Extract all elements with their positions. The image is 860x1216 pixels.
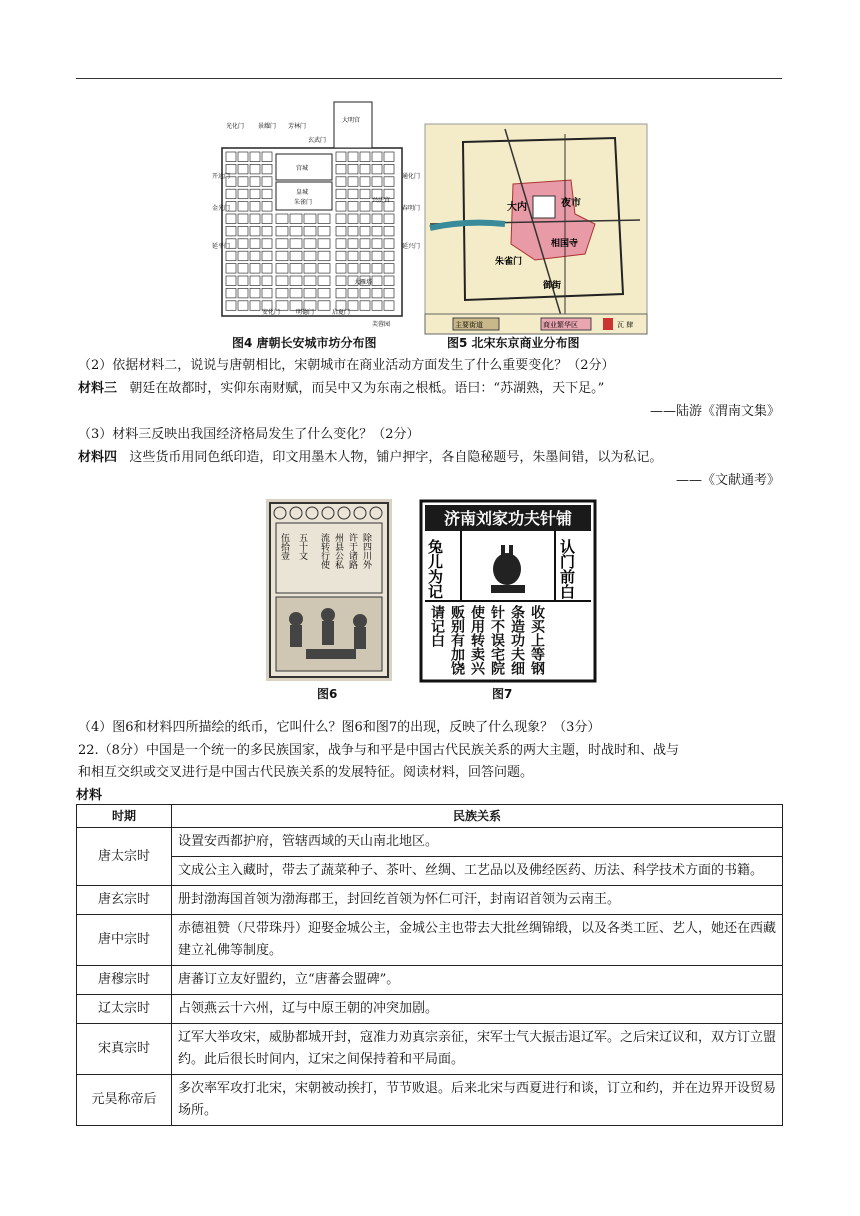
- ward-block: [348, 202, 358, 212]
- gate-chunming: 春明门: [402, 205, 421, 212]
- question-22-line-2: 和相互交织或交叉进行是中国古代民族关系的发展特征。阅读材料，回答问题。: [78, 765, 534, 780]
- ward-block: [318, 214, 330, 224]
- ward-block: [384, 164, 394, 174]
- ward-block: [238, 251, 248, 261]
- gate-tonghua: 通化门: [402, 173, 421, 180]
- ward-block: [262, 214, 272, 224]
- ward-block: [238, 288, 248, 298]
- ward-block: [348, 251, 358, 261]
- ward-block: [336, 251, 346, 261]
- relation-cell: 唐蕃订立友好盟约，立“唐蕃会盟碑”。: [172, 966, 783, 995]
- ward-block: [336, 288, 346, 298]
- ward-block: [384, 239, 394, 249]
- ward-block: [250, 301, 260, 311]
- ward-block: [276, 264, 288, 274]
- ward-block: [360, 152, 370, 162]
- imperial-city-label: 皇城: [296, 189, 309, 196]
- ward-block: [336, 226, 346, 236]
- rabbit-mark-text: 兔儿为记: [426, 539, 444, 599]
- ward-block: [226, 301, 236, 311]
- jiaozi-text-4: 流转行使: [319, 533, 329, 569]
- ward-block: [250, 202, 260, 212]
- ward-block: [250, 226, 260, 236]
- gate-guanghua: 光化门: [226, 123, 245, 130]
- legend-main-street: 主要街道: [455, 321, 483, 329]
- jiaozi-text-2: 许于诸路: [347, 533, 357, 569]
- relation-cell: 占领燕云十六州，辽与中原王朝的冲突加剧。: [172, 995, 783, 1024]
- palace-city-label: 宫城: [296, 165, 309, 172]
- ward-block: [238, 226, 248, 236]
- ward-block: [304, 264, 316, 274]
- period-cell: 宋真宗时: [77, 1024, 172, 1075]
- jiaozi-text-6: 伍拾壹: [279, 533, 289, 560]
- ward-block: [304, 226, 316, 236]
- material-3-body: 朝廷在故都时，实仰东南财赋，而吴中又为东南之根柢。语曰：“苏湖熟，天下足。”: [129, 381, 605, 396]
- ward-block: [336, 177, 346, 187]
- ward-block: [290, 226, 302, 236]
- ward-block: [250, 276, 260, 286]
- night-market-label: 夜市: [561, 198, 581, 209]
- material-3-source: ——陆游《渭南文集》: [649, 404, 780, 419]
- danei-label: 大内: [507, 202, 527, 213]
- ward-block: [318, 276, 330, 286]
- ward-block: [226, 276, 236, 286]
- ward-block: [262, 152, 272, 162]
- ward-block: [262, 177, 272, 187]
- ward-block: [250, 177, 260, 187]
- ward-block: [262, 239, 272, 249]
- ward-block: [250, 251, 260, 261]
- ward-block: [262, 264, 272, 274]
- ward-block: [336, 276, 346, 286]
- ward-block: [250, 264, 260, 274]
- ward-block: [360, 202, 370, 212]
- ward-block: [250, 152, 260, 162]
- ward-block: [348, 239, 358, 249]
- ward-block: [360, 301, 370, 311]
- ward-block: [348, 152, 358, 162]
- ward-block: [348, 214, 358, 224]
- ward-block: [384, 214, 394, 224]
- xiangguo-temple-label: 相国寺: [551, 239, 579, 249]
- ward-block: [336, 202, 346, 212]
- relation-cell: 文成公主入藏时，带去了蔬菜种子、茶叶、丝绸、工艺品以及佛经医药、历法、科学技术方面的书籍。: [172, 857, 783, 886]
- ward-block: [238, 264, 248, 274]
- relation-cell: 多次率军攻打北宋，宋朝被动挨打，节节败退。后来北宋与西夏进行和谈，订立和约，并在边界开设贸易场所。: [172, 1075, 783, 1126]
- ward-block: [348, 177, 358, 187]
- zhuque-gate-label: 朱雀门: [294, 199, 313, 206]
- ward-block: [372, 239, 382, 249]
- ward-block: [226, 251, 236, 261]
- ward-block: [226, 152, 236, 162]
- jiaozi-text-5: 五十文: [297, 533, 307, 560]
- ward-block: [318, 301, 330, 311]
- ward-block: [336, 164, 346, 174]
- ward-block: [290, 288, 302, 298]
- ward-block: [250, 239, 260, 249]
- ward-block: [372, 152, 382, 162]
- period-cell: 唐穆宗时: [77, 966, 172, 995]
- yujie-label: 御街: [543, 281, 562, 291]
- question-22-line-1: 22.（8分）中国是一个统一的多民族国家，战争与和平是中国古代民族关系的两大主题，时战时和、战与: [78, 743, 679, 758]
- ward-block: [262, 251, 272, 261]
- ward-block: [384, 288, 394, 298]
- ward-block: [250, 288, 260, 298]
- ward-block: [262, 226, 272, 236]
- relation-cell: 辽军大举攻宋，威胁都城开封，寇准力劝真宗亲征，宋军士气大振击退辽军。之后宋辽议和，双方订立盟约。此后很长时间内，辽宋之间保持着和平局面。: [172, 1024, 783, 1075]
- ward-block: [372, 164, 382, 174]
- ward-block: [304, 239, 316, 249]
- ward-block: [372, 301, 382, 311]
- ward-block: [262, 202, 272, 212]
- ward-block: [360, 264, 370, 274]
- ward-block: [238, 189, 248, 199]
- ward-block: [360, 226, 370, 236]
- ward-block: [226, 288, 236, 298]
- gate-kaiyuan: 开远门: [212, 173, 231, 180]
- period-cell: 唐玄宗时: [77, 886, 172, 915]
- ward-block: [360, 214, 370, 224]
- ward-block: [276, 239, 288, 249]
- ward-block: [372, 226, 382, 236]
- needle-shop-title: 济南刘家功夫针铺: [443, 509, 573, 528]
- gate-yanping: 延平门: [212, 243, 231, 250]
- ward-block: [336, 189, 346, 199]
- table-row: [77, 857, 783, 886]
- ward-block: [276, 214, 288, 224]
- ward-block: [276, 226, 288, 236]
- ward-block: [336, 152, 346, 162]
- ward-block: [238, 301, 248, 311]
- period-cell: 唐中宗时: [77, 915, 172, 966]
- ward-block: [262, 164, 272, 174]
- gate-fanglin: 芳林门: [288, 123, 307, 130]
- gate-jinguang: 金光门: [212, 205, 231, 212]
- table-row: [77, 1075, 783, 1126]
- ward-block: [276, 251, 288, 261]
- ward-block: [318, 239, 330, 249]
- header-rule: [76, 78, 782, 79]
- ward-block: [250, 214, 260, 224]
- ward-block: [238, 164, 248, 174]
- ward-block: [372, 251, 382, 261]
- ward-block: [238, 202, 248, 212]
- ward-block: [372, 264, 382, 274]
- gate-anhua: 安化门: [262, 309, 281, 316]
- legend-commercial-zone: 商业繁华区: [543, 321, 578, 329]
- ward-block: [262, 276, 272, 286]
- figure-4-caption: 图4 唐朝长安城市坊分布图: [232, 336, 377, 350]
- dayan-pagoda-label: 大雁塔: [354, 279, 373, 286]
- ward-block: [238, 214, 248, 224]
- ward-block: [250, 189, 260, 199]
- figure-5-map: [425, 124, 647, 334]
- relation-cell: 册封渤海国首领为渤海郡王，封回纥首领为怀仁可汗，封南诏首领为云南王。: [172, 886, 783, 915]
- ward-block: [262, 288, 272, 298]
- material-4-body: 这些货币用同色纸印造，印文用墨木人物，铺户押字，各自隐秘题号，朱墨间错，以为私记。: [129, 450, 663, 465]
- figure-5-caption: 图5 北宋东京商业分布图: [447, 336, 580, 350]
- needle-shop-ad-body: 收买上等钢条造功夫细针不误宅院使用转卖兴贩别有加饶请记白: [429, 605, 545, 675]
- ward-block: [384, 301, 394, 311]
- ward-block: [238, 276, 248, 286]
- ward-block: [226, 214, 236, 224]
- period-cell: 元昊称帝后: [77, 1075, 172, 1126]
- ward-block: [318, 288, 330, 298]
- ward-block: [348, 226, 358, 236]
- gate-mingde: 明德门: [296, 309, 315, 316]
- ward-block: [372, 276, 382, 286]
- ethnic-relations-table: [76, 804, 783, 1126]
- door-sign-text: 认门前白: [558, 539, 576, 599]
- table-header-row: [77, 805, 783, 828]
- ward-block: [348, 264, 358, 274]
- ward-block: [384, 264, 394, 274]
- ward-block: [336, 214, 346, 224]
- ward-block: [318, 226, 330, 236]
- material-4-label: 材料四: [78, 450, 118, 465]
- ward-block: [348, 189, 358, 199]
- jiaozi-text-3: 州县公私: [333, 533, 343, 569]
- material-label: 材料: [76, 788, 103, 803]
- ward-block: [290, 276, 302, 286]
- material-3-label: 材料三: [78, 381, 118, 396]
- figure-6-jiaozi: [266, 499, 392, 681]
- ward-block: [262, 189, 272, 199]
- material-4-source: ——《文献通考》: [675, 473, 780, 488]
- table-row: [77, 886, 783, 915]
- ward-block: [384, 226, 394, 236]
- question-4: （4）图6和材料四所描绘的纸币，它叫什么？图6和图7的出现，反映了什么现象？（3分）: [78, 720, 601, 735]
- ward-block: [304, 251, 316, 261]
- ward-block: [336, 239, 346, 249]
- ward-block: [276, 276, 288, 286]
- xingqing-palace-label: 兴庆宫: [372, 197, 391, 204]
- ward-block: [360, 251, 370, 261]
- figure-7-needle-shop-ad: [421, 501, 595, 681]
- zhuque-gate-label-5: 朱雀门: [495, 257, 523, 267]
- period-cell: 唐太宗时: [77, 828, 172, 886]
- header-relations: 民族关系: [172, 805, 783, 828]
- ward-block: [360, 177, 370, 187]
- ward-block: [304, 276, 316, 286]
- ward-block: [360, 189, 370, 199]
- legend-wasi: 瓦 肆: [617, 321, 634, 329]
- relation-cell: 设置安西都护府，管辖西域的天山南北地区。: [172, 828, 783, 857]
- ward-block: [226, 226, 236, 236]
- ward-block: [304, 288, 316, 298]
- table-row: [77, 1024, 783, 1075]
- ward-block: [372, 288, 382, 298]
- ward-block: [384, 177, 394, 187]
- table-row: [77, 995, 783, 1024]
- ward-block: [238, 239, 248, 249]
- ward-block: [372, 214, 382, 224]
- gate-qixia: 启夏门: [332, 309, 351, 316]
- table-row: [77, 828, 783, 857]
- relation-cell: 赤德祖赞（尺带珠丹）迎娶金城公主，金城公主也带去大批丝绸锦缎，以及各类工匠、艺人，她还在西藏建立礼佛等制度。: [172, 915, 783, 966]
- ward-block: [318, 251, 330, 261]
- ward-block: [290, 239, 302, 249]
- question-2: （2）依据材料二，说说与唐朝相比，宋朝城市在商业活动方面发生了什么重要变化？（2分）: [78, 358, 615, 373]
- material-3: [78, 377, 604, 396]
- ward-block: [318, 264, 330, 274]
- ward-block: [304, 214, 316, 224]
- table-row: [77, 915, 783, 966]
- table-row: [77, 966, 783, 995]
- ward-block: [290, 264, 302, 274]
- ward-block: [290, 214, 302, 224]
- question-3: （3）材料三反映出我国经济格局发生了什么变化？（2分）: [78, 427, 420, 442]
- ward-block: [336, 264, 346, 274]
- gate-xuanwu: 玄武门: [308, 137, 327, 144]
- furong-garden-label: 芙蓉园: [372, 321, 391, 328]
- figure-7-caption: 图7: [492, 687, 513, 701]
- daming-palace-label: 大明宫: [342, 117, 361, 124]
- figure-6-caption: 图6: [317, 687, 338, 701]
- ward-block: [348, 164, 358, 174]
- ward-block: [384, 251, 394, 261]
- ward-block: [250, 164, 260, 174]
- figure-4-map: [212, 98, 421, 334]
- period-cell: 辽太宗时: [77, 995, 172, 1024]
- ward-block: [360, 164, 370, 174]
- ward-block: [384, 152, 394, 162]
- ward-block: [276, 288, 288, 298]
- ward-block: [238, 177, 248, 187]
- ward-block: [372, 177, 382, 187]
- jiaozi-text-1: 除四川外: [361, 533, 371, 569]
- ward-block: [360, 288, 370, 298]
- ward-block: [226, 189, 236, 199]
- gate-jingyao: 景耀门: [258, 123, 277, 130]
- ward-block: [226, 264, 236, 274]
- ward-block: [238, 152, 248, 162]
- ward-block: [360, 239, 370, 249]
- ward-block: [348, 288, 358, 298]
- ward-block: [290, 251, 302, 261]
- header-period: 时期: [77, 805, 172, 828]
- gate-yanxing: 延兴门: [402, 243, 421, 250]
- ward-block: [384, 276, 394, 286]
- material-4: [78, 446, 662, 465]
